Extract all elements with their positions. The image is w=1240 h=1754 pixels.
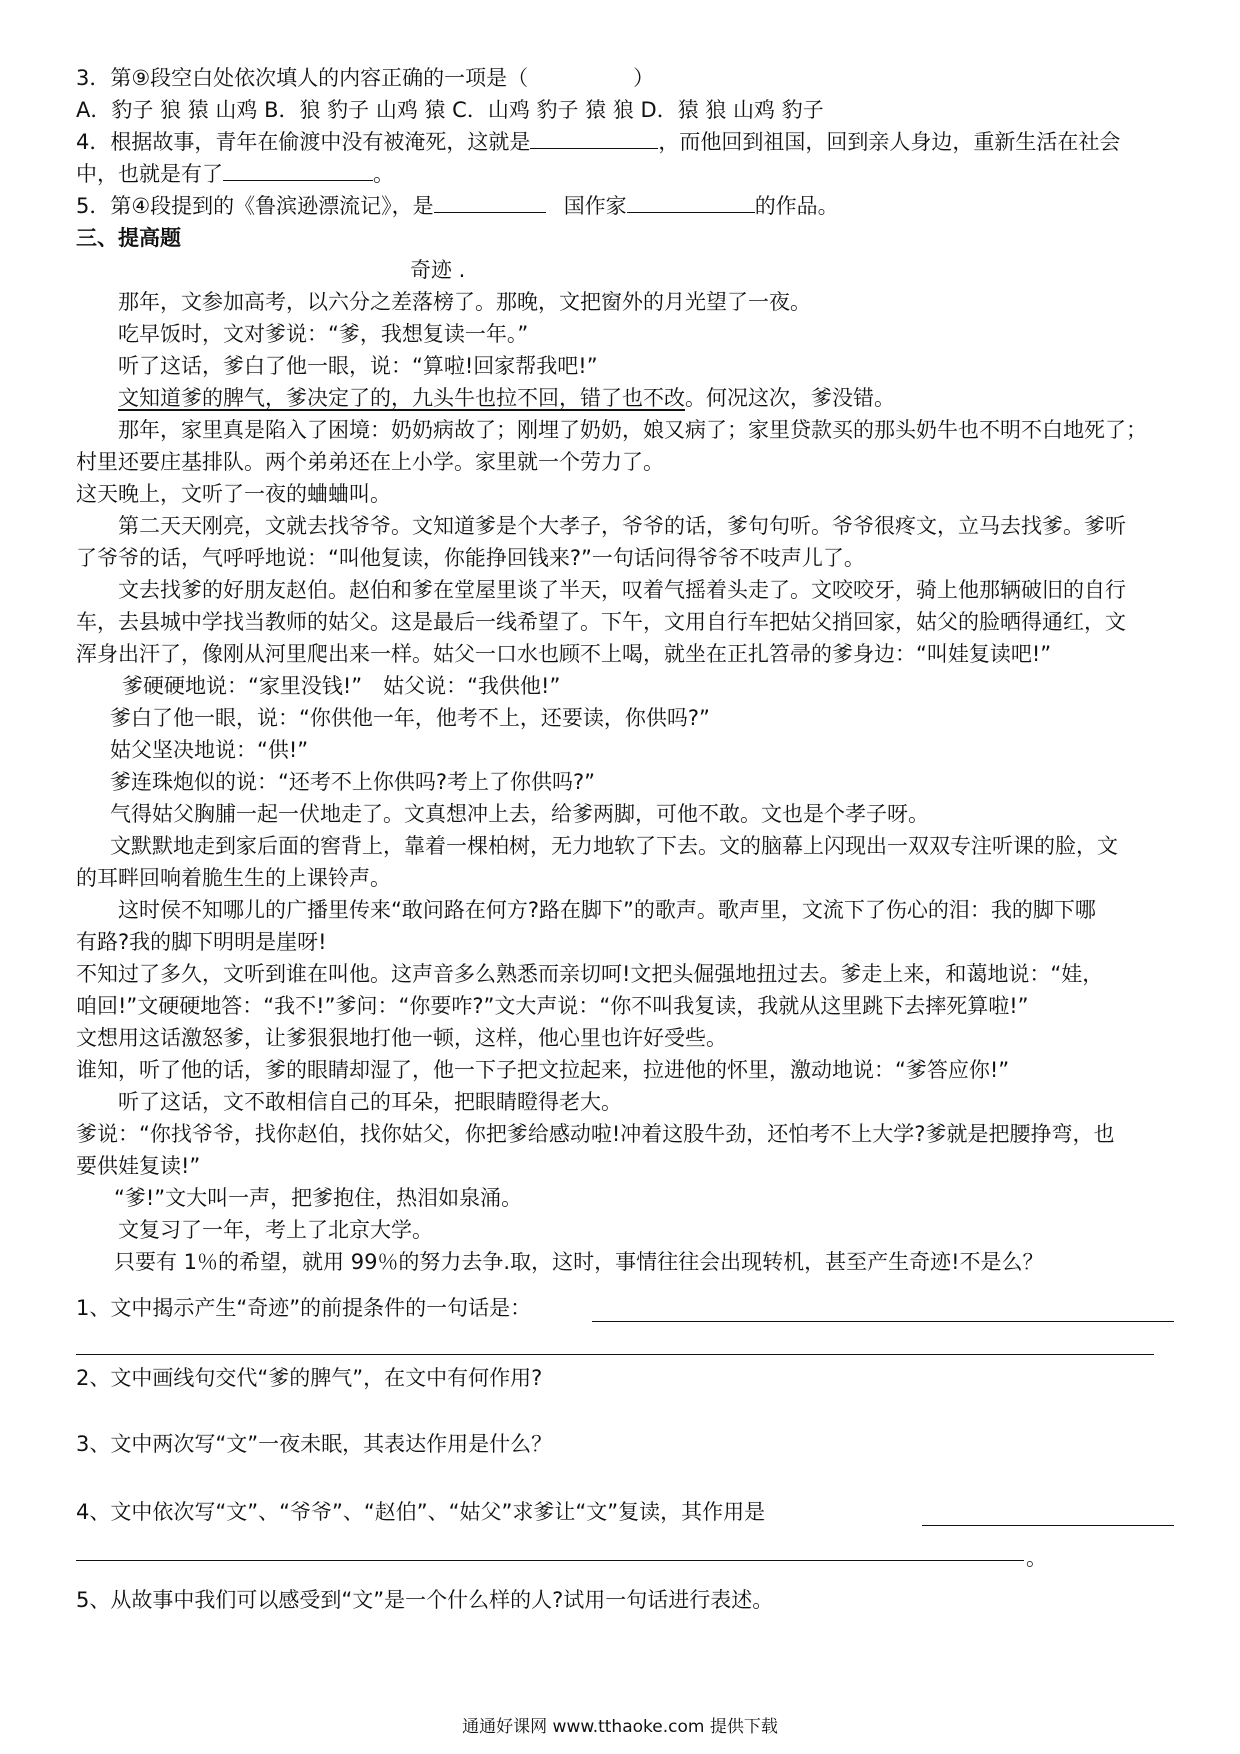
story-line: 只要有 1％的希望，就用 99％的努力去争.取，这时，事情往往会出现转机，甚至产生奇迹!不是么？ [114,1250,1044,1274]
story-line: 有路?我的脚下明明是崖呀! [76,930,327,954]
answer-line[interactable] [76,1560,1024,1561]
question-5-text-b: 国作家 [563,194,627,218]
question-4-text-a: 4．根据故事，青年在偷渡中没有被淹死，这就是 [76,130,531,154]
story-line: 爹硬硬地说：“家里没钱!” 姑父说：“我供他!” [122,674,561,698]
answer-blank[interactable] [530,126,658,149]
answer-blank[interactable] [627,190,755,213]
story-line: 谁知，听了他的话，爹的眼睛却湿了，他一下子把文拉起来，拉进他的怀里，激动地说：“爹答应你!” [76,1058,1010,1082]
answer-line[interactable] [922,1525,1174,1526]
answer-blank[interactable] [434,190,546,213]
story-line: 听了这话，文不敢相信自己的耳朵，把眼睛瞪得老大。 [118,1090,622,1114]
story-line: 不知过了多久，文听到谁在叫他。这声音多么熟悉而亲切呵!文把头倔强地扭过去。爹走上来，和蔼地说：“娃， [76,962,1104,986]
story-line: 文想用这话激怒爹，让爹狠狠地打他一顿，这样，他心里也许好受些。 [76,1026,727,1050]
question-b1: 1、文中揭示产生“奇迹”的前提条件的一句话是： [76,1296,532,1320]
story-text: 。何况这次，爹没错。 [685,386,895,410]
underlined-sentence: 文知道爹的脾气，爹决定了的，九头牛也拉不回，错了也不改 [118,386,685,410]
question-5-text-a: 5．第④段提到的《鲁滨逊漂流记》，是 [76,194,434,218]
question-3-options: A．豹子 狼 猿 山鸡 B．狼 豹子 山鸡 猿 C．山鸡 豹子 猿 狼 D．猿 狼 山鸡 豹子 [76,98,824,122]
story-line: 那年，文参加高考，以六分之差落榜了。那晚，文把窗外的月光望了一夜。 [118,290,811,314]
story-line: 吃早饭时，文对爹说：“爹，我想复读一年。” [118,322,529,346]
question-b3: 3、文中两次写“文”一夜未眠，其表达作用是什么？ [76,1432,553,1456]
story-line: 第二天天刚亮，文就去找爷爷。文知道爹是个大孝子，爷爷的话，爹句句听。爷爷很疼文，立马去找爹。爹听 [118,514,1126,538]
story-line: 的耳畔回响着脆生生的上课铃声。 [76,866,391,890]
question-4-line-2 [76,158,1176,190]
footer-credit: 通通好课网 www.tthaoke.com 提供下载 [462,1717,778,1737]
story-line: 爹白了他一眼，说：“你供他一年，他考不上，还要读，你供吗?” [110,706,710,730]
question-b2: 2、文中画线句交代“爹的脾气”，在文中有何作用? [76,1366,543,1390]
story-line: 车，去县城中学找当教师的姑父。这是最后一线希望了。下午，文用自行车把姑父捎回家，姑父的脸晒得通红，文 [76,610,1126,634]
story-line: 这时侯不知哪儿的广播里传来“敢问路在何方?路在脚下”的歌声。歌声里，文流下了伤心的泪：我的脚下哪 [118,898,1096,922]
question-4-text-d: 。 [373,162,394,186]
story-line: 爹说：“你找爷爷，找你赵伯，找你姑父，你把爹给感动啦!冲着这股牛劲，还怕考不上大学?爹就是把腰挣弯，也 [76,1122,1115,1146]
question-b5: 5、从故事中我们可以感受到“文”是一个什么样的人?试用一句话进行表述。 [76,1588,774,1612]
story-line: 文默默地走到家后面的窖背上，靠着一棵柏树，无力地软了下去。文的脑幕上闪现出一双双专注听课的脸，文 [110,834,1118,858]
question-4-text-c: 中，也就是有了 [76,162,223,186]
question-4-text-b: ，而他回到祖国，回到亲人身边，重新生活在社会 [658,130,1121,154]
story-line: 爹连珠炮似的说：“还考不上你供吗?考上了你供吗?” [110,770,596,794]
story-line: 那年，家里真是陷入了困境：奶奶病故了；刚埋了奶奶，娘又病了；家里贷款买的那头奶牛也不明不白地死了； [118,418,1147,442]
story-line: 这天晚上，文听了一夜的蛐蛐叫。 [76,482,391,506]
answer-line[interactable] [592,1321,1174,1322]
story-line: 村里还要庄基排队。两个弟弟还在上小学。家里就一个劳力了。 [76,450,664,474]
story-line: 咱回!”文硬硬地答：“我不!”爹问：“你要咋?”文大声说：“你不叫我复读，我就从这里跳下去摔死算啦!” [76,994,1029,1018]
question-5 [76,190,1176,222]
story-line: 姑父坚决地说：“供!” [110,738,309,762]
section-heading: 三、提高题 [76,226,181,250]
story-line: 听了这话，爹白了他一眼，说：“算啦!回家帮我吧!” [118,354,598,378]
question-5-text-c: 的作品。 [754,194,839,218]
question-4-line-1 [76,126,1176,158]
story-line: 了爷爷的话，气呼呼地说：“叫他复读，你能挣回钱来?”一句话问得爷爷不吱声儿了。 [76,546,865,570]
answer-blank[interactable] [223,158,373,181]
story-line-underlined [118,382,1218,414]
question-b4: 4、文中依次写“文”、“爷爷”、“赵伯”、“姑父”求爹让“文”复读，其作用是 [76,1500,766,1524]
answer-line[interactable] [76,1354,1154,1355]
story-line: 气得姑父胸脯一起一伏地走了。文真想冲上去，给爹两脚，可他不敢。文也是个孝子呀。 [110,802,929,826]
question-3: 3．第⑨段空白处依次填人的内容正确的一项是（ ） [76,66,655,90]
story-line: 浑身出汗了，像刚从河里爬出来一样。姑父一口水也顾不上喝，就坐在正扎笤帚的爹身边：“叫娃复读吧!” [76,642,1052,666]
story-line: “爹!”文大叫一声，把爹抱住，热泪如泉涌。 [114,1186,523,1210]
story-line: 要供娃复读!” [76,1154,201,1178]
story-line: 文复习了一年，考上了北京大学。 [118,1218,433,1242]
story-line: 文去找爹的好朋友赵伯。赵伯和爹在堂屋里谈了半天，叹着气摇着头走了。文咬咬牙，骑上他那辆破旧的自行 [118,578,1126,602]
story-title: 奇迹 . [410,258,466,282]
question-b4-end: 。 [1026,1546,1047,1570]
